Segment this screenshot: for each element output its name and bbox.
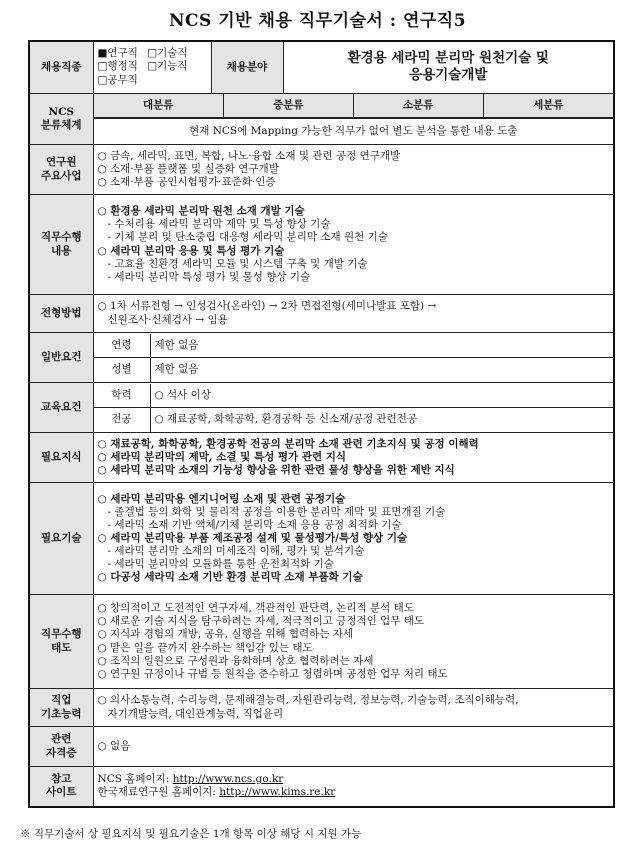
- job-description-table: [28, 40, 615, 808]
- recruit-label: 채용직종: [29, 41, 93, 93]
- attitude-line: ○ 새로운 기술 지식을 탐구하려는 자세, 적극적이고 긍정적인 업무 태도: [97, 615, 425, 628]
- knowledge-line: ○ 세라믹 분리막 소재의 기능성 향상을 위한 관련 물성 향상을 위한 제반 지식: [97, 464, 455, 477]
- duty-line: - 수처리용 세라믹 분리막 제막 및 특성 향상 기술: [107, 218, 331, 231]
- attitude-line: ○ 맡은 일을 끝까지 완수하는 책임감 있는 태도: [97, 641, 313, 654]
- ncs-site-prefix: NCS 홈페이지:: [97, 773, 173, 786]
- duties-content: [93, 195, 614, 295]
- skill-line: - 세라믹 소재 기반 액체/기체 분리막 소재 응용 공정 최적화 기술: [107, 518, 402, 531]
- duty-line: - 기체 분리 및 탄소중립 대응형 세라믹 분리막 소재 원천 기술: [107, 231, 388, 244]
- skills-label: 필요기술: [29, 483, 93, 595]
- skill-line: - 세라믹 분리막의 모듈화를 통한 운전최적화 기술: [107, 558, 334, 571]
- certs-row: [29, 727, 614, 767]
- kims-site-prefix: 한국재료연구원 홈페이지:: [97, 786, 220, 799]
- page-title: NCS 기반 채용 직무기술서 : 연구직5: [168, 11, 467, 31]
- ncs-header-minor: 소분류: [353, 94, 483, 118]
- duties-row: [29, 195, 614, 295]
- age-value: 제한 없음: [150, 334, 613, 358]
- skills-content: [93, 483, 614, 595]
- business-content: [93, 145, 614, 195]
- duty-line: ○ 환경용 세라믹 분리막 원천 소재 개발 기술: [97, 205, 305, 218]
- footnote: ※ 직무기술서 상 필요지식 및 필요기술은 1개 항목 이상 해당 시 지원 가능: [20, 828, 362, 840]
- business-item: ○ 금속, 세라믹, 표면, 복합, 나노·융합 소재 및 관련 공정 연구개발: [97, 149, 401, 162]
- business-item: ○ 소재·부품 공인시험평가·표준화·인증: [97, 176, 276, 189]
- recruit-options: [93, 41, 211, 93]
- business-label: 연구원 주요사업: [29, 145, 93, 195]
- ncs-header-detail: 세분류: [483, 94, 613, 118]
- basic-content: ○ 의사소통능력, 수리능력, 문제해결능력, 자원관리능력, 정보능력, 기술능력, 조직이해능력, 자기개발능력, 대인관계능력, 직업윤리: [93, 689, 614, 727]
- option-public: □공무직: [97, 74, 138, 87]
- duty-line: - 세라믹 분리막 특성 평가 및 물성 향상 기술: [107, 270, 311, 283]
- selection-row: [29, 295, 614, 333]
- attitude-line: ○ 연구원 규정이나 규범 등 원칙을 준수하고 청렴하며 공정한 업무 처리 태도: [97, 667, 448, 680]
- ncs-note: 현재 NCS에 Mapping 가능한 직무가 없어 별도 분석을 통한 내용 도출: [93, 119, 614, 145]
- education-label: 교육요건: [29, 383, 93, 433]
- option-skilled: □기능직: [147, 60, 188, 73]
- ncs-label: NCS 분류체계: [29, 93, 93, 145]
- certs-label: 관련 자격증: [29, 727, 93, 767]
- major-value: ○ 재료공학, 화학공학, 환경공학 등 신소재/공정 관련전공: [154, 413, 418, 426]
- gender-value: 제한 없음: [154, 363, 199, 376]
- skill-line: - 졸겔법 등의 화학 및 물리적 공정을 이용한 분리막 제막 및 표면개질 기술: [107, 505, 446, 518]
- ncs-header-row: [29, 93, 614, 119]
- skills-row: [29, 483, 614, 595]
- option-research: ■연구직: [97, 46, 138, 59]
- skill-line: ○ 다공성 세라믹 소재 기반 환경 분리막 소재 부품화 기술: [97, 571, 363, 584]
- age-key: 연령: [94, 334, 151, 358]
- option-technical: □기술직: [147, 46, 188, 59]
- knowledge-label: 필요지식: [29, 433, 93, 483]
- attitude-line: ○ 창의적이고 도전적인 연구자세, 객관적인 판단력, 논리적 분석 태도: [97, 602, 414, 615]
- refs-content: [93, 767, 614, 807]
- knowledge-row: [29, 433, 614, 483]
- knowledge-line: ○ 재료공학, 화학공학, 환경공학 전공의 분리막 소재 관련 기초지식 및 공정 이해력: [97, 437, 479, 450]
- duties-label: 직무수행 내용: [29, 195, 93, 295]
- degree-key: 학력: [94, 384, 151, 408]
- recruit-row: [29, 41, 614, 93]
- general-row: [29, 333, 614, 383]
- general-label: 일반요건: [29, 333, 93, 383]
- ncs-site-link[interactable]: http://www.ncs.go.kr: [172, 773, 284, 786]
- refs-row: [29, 767, 614, 807]
- kims-site-link[interactable]: http://www.kims.re.kr: [219, 786, 336, 799]
- option-admin: □행정직: [97, 60, 138, 73]
- basic-row: [29, 689, 614, 727]
- education-row: [29, 383, 614, 433]
- selection-label: 전형방법: [29, 295, 93, 333]
- basic-label: 직업 기초능력: [29, 689, 93, 727]
- ncs-header-major: 대분류: [94, 94, 224, 118]
- skill-line: ○ 세라믹 분리막용 엔지니어링 소재 및 관련 공정기술: [97, 492, 346, 505]
- business-item: ○ 소재·부품 플랫폼 및 실증화 연구개발: [97, 162, 279, 175]
- attitude-line: ○ 지식과 경험의 개방, 공유, 실행을 위해 협력하는 자세: [97, 628, 354, 641]
- certs-value: ○ 없음: [93, 727, 614, 767]
- ncs-header-middle: 중분류: [223, 94, 353, 118]
- field-label: 채용분야: [211, 41, 283, 93]
- attitude-content: [93, 595, 614, 689]
- duty-line: ○ 세라믹 분리막 응용 및 특성 평가 기술: [97, 244, 285, 257]
- duty-line: - 고효율 친환경 세라믹 모듈 및 시스템 구축 및 개발 기술: [107, 257, 368, 270]
- degree-value: ○ 석사 이상: [150, 384, 613, 408]
- skill-line: ○ 세라믹 분리막용 부품 제조공정 설계 및 물성평가/특성 향상 기술: [97, 531, 408, 544]
- knowledge-line: ○ 세라믹 분리막의 제막, 소결 및 특성 평가 관련 지식: [97, 450, 347, 463]
- knowledge-content: [93, 433, 614, 483]
- attitude-row: [29, 595, 614, 689]
- gender-key: 성별: [94, 358, 151, 382]
- attitude-line: ○ 조직의 일원으로 구성원과 융화하며 상호 협력하려는 자세: [97, 654, 374, 667]
- attitude-label: 직무수행 태도: [29, 595, 93, 689]
- major-key: 전공: [94, 408, 151, 432]
- skill-line: - 세라믹 분리막 소재의 미세조직 이해, 평가 및 분석기술: [107, 545, 365, 558]
- business-row: [29, 145, 614, 195]
- refs-label: 참고 사이트: [29, 767, 93, 807]
- field-value: 환경용 세라믹 분리막 원천기술 및 응용기술개발: [283, 41, 614, 93]
- selection-content: ○ 1차 서류전형 → 인성검사(온라인) → 2차 면접전형(세미나발표 포함) → 신원조사·신체검사 → 임용: [93, 295, 614, 333]
